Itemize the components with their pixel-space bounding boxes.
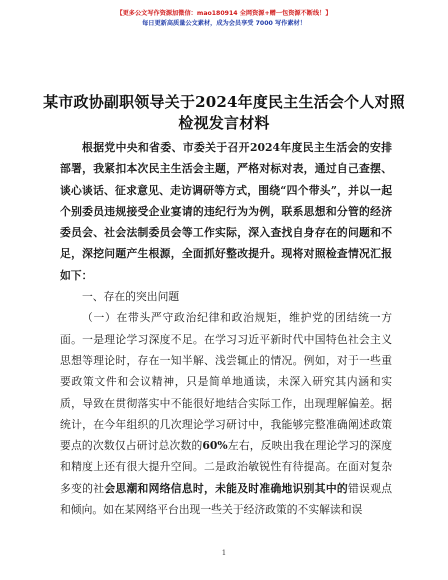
subsection-paragraph (60, 307, 392, 520)
percentage-value: 60% (202, 439, 228, 453)
lead-paragraph: 根据党中央和省委、市委关于召开2024年度民主生活会的安排部署，我紧扣本次民主生活会主题，严格对标对表，通过自己查摆、谈心谈话、征求意见、走访调研等方式，围绕“四个带头”，并以一起个别委员违规接受企业宴请的违纪行为为例，联系思想和分管的经济委员会、社会法制委员会等工作实际，深入查找自身存在的问题和不足，深挖问题产生根源，全面抓好整改提升。现将对照检查情况汇报如下： (60, 141, 392, 282)
promo-banner-line-1: 【更多公文写作资源加微信：mao180914 全网资源+赠一包资源不断线！】 (116, 10, 332, 17)
subsection-heading: （一）在带头严守政治纪律和政治规矩，维护党的团结统一方面。 (60, 311, 392, 346)
document-title: 某市政协副职领导关于2024年度民主生活会个人对照检视发言材料 (43, 93, 405, 132)
promo-banner (0, 9, 448, 29)
subsection-text-b: 左右，反映出我在理论学习的深度和精度上还有很大提升空间。二是政治敏锐性有待提高。在面对复杂多变的社 (60, 439, 393, 495)
page-number: 1 (221, 549, 227, 557)
subsection-bold-text: 会思潮和网络信息时，未能及时准确地识别其中的 (104, 481, 348, 495)
subsection-text-a: 一是理论学习深度不足。在学习习近平新时代中国特色社会主义思想等理论时，存在一知半解、浅尝辄止的情况。例如，对于一些重要政策文件和会议精神，只是简单地通读，未深入研究其内涵和实质，导致在贯彻落实中不能很好地结合实际工作，出现理解偏差。据统计，在今年组织的几次理论学习研讨中，我能够完整准确阐述政策要点的次数仅占研讨总次数的 (60, 332, 393, 453)
promo-banner-line-2: 每日更新高质量公文素材，成为会员享受 7000 写作素材！ (142, 20, 306, 27)
document-body (60, 137, 392, 520)
subsection-text-c: 错误观点和倾向。如在某网络平台出现一些关于经济政策的不实解读和误 (60, 481, 393, 517)
section-heading: 一、存在的突出问题 (82, 290, 180, 304)
